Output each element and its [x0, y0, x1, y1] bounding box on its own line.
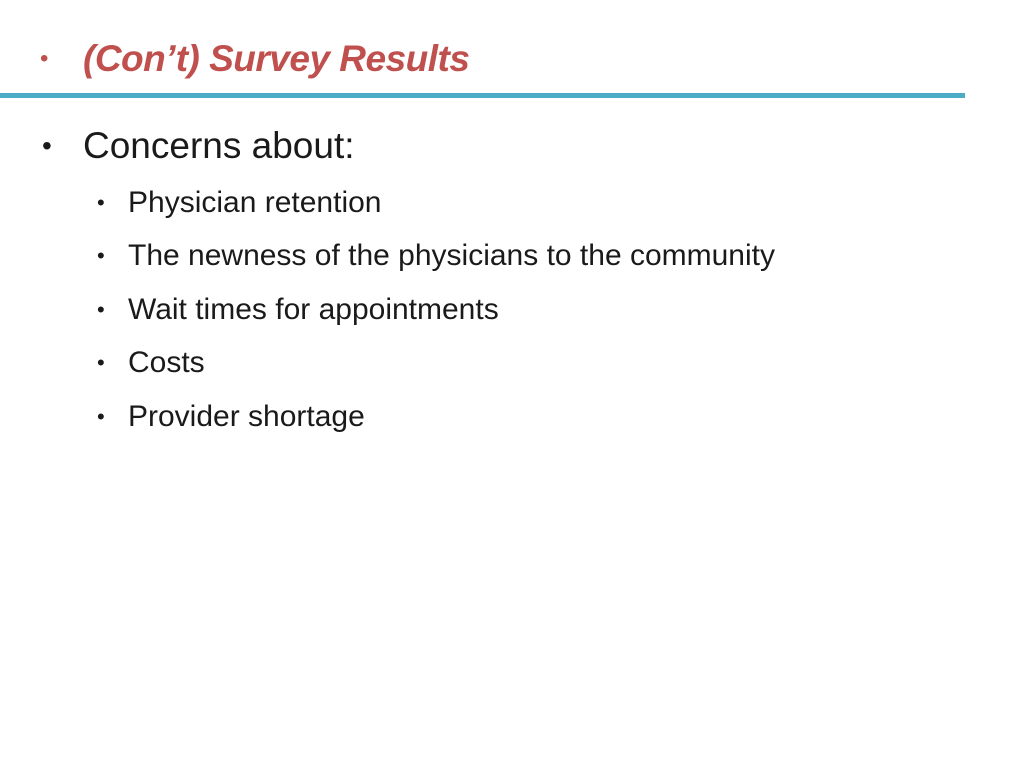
sub-item-wait-times: [42, 283, 984, 337]
sub-item-costs: [42, 337, 984, 391]
title-text: (Con’t) Survey Results: [83, 38, 470, 79]
title-divider: [0, 93, 965, 98]
list-item-label: Concerns about:: [83, 125, 355, 166]
concerns-sublist: [42, 176, 984, 444]
bullet-icon: •: [97, 189, 105, 215]
list-item-concerns: [42, 122, 984, 170]
sub-item-provider-shortage: [42, 390, 984, 444]
bullet-icon: •: [97, 403, 105, 429]
sub-item-label: The newness of the physicians to the community: [128, 239, 775, 273]
bullet-icon: •: [97, 350, 105, 376]
sub-item-label: Physician retention: [128, 185, 382, 219]
bullet-icon: •: [97, 243, 105, 269]
sub-item-label: Costs: [128, 346, 205, 380]
title-bullet-icon: •: [40, 45, 49, 72]
content-list: [42, 122, 984, 444]
sub-item-label: Wait times for appointments: [128, 292, 499, 326]
sub-item-physician-retention: [42, 176, 984, 230]
bullet-icon: •: [97, 296, 105, 322]
bullet-icon: •: [42, 130, 52, 161]
sub-item-label: Provider shortage: [128, 399, 365, 433]
sub-item-newness: [42, 230, 984, 284]
slide-title: [40, 36, 469, 82]
